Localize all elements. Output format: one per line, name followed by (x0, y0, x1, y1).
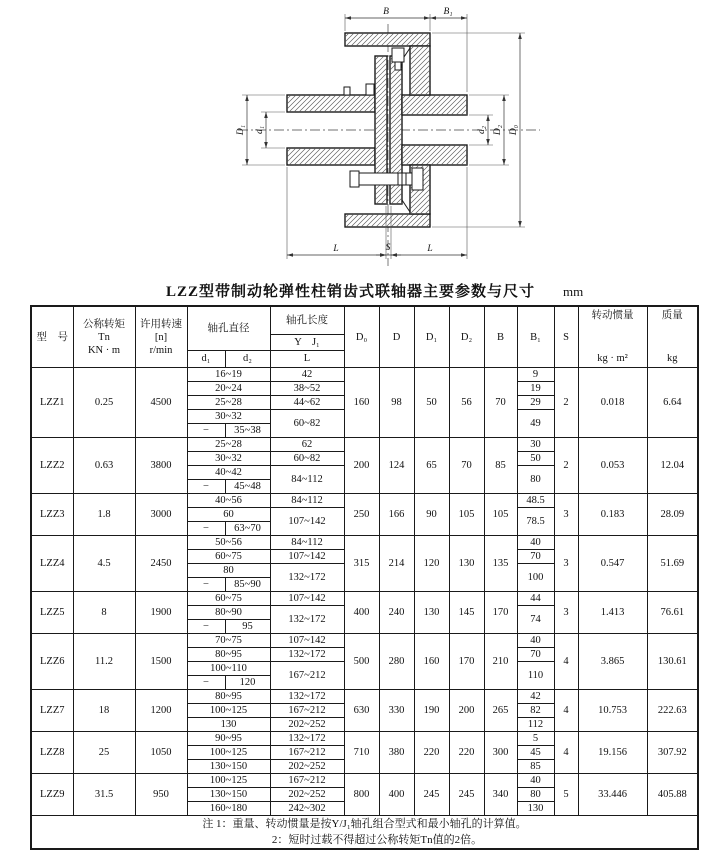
mass-cell: 28.09 (647, 494, 698, 536)
table-row (31, 732, 698, 746)
bore-dia-d2-cell: 85~90 (225, 578, 270, 592)
bore-dia-cell: 50~56 (187, 536, 270, 550)
b1-cell: 44 (517, 592, 554, 606)
parameters-table (30, 305, 699, 850)
bore-length-cell: 107~142 (270, 508, 344, 536)
d1-cell: 90 (414, 494, 449, 536)
header-torque (73, 306, 135, 368)
b1-cell: 110 (517, 662, 554, 690)
dim-label-b: B (383, 7, 389, 17)
d2-cell: 70 (449, 438, 484, 494)
bore-length-cell: 44~62 (270, 396, 344, 410)
bore-dia-d2-cell: 95 (225, 620, 270, 634)
header-inertia-line2: kg · m² (597, 353, 628, 364)
b-cell: 170 (484, 592, 517, 634)
torque-cell: 0.63 (73, 438, 135, 494)
b1-cell: 85 (517, 760, 554, 774)
d2-cell: 200 (449, 690, 484, 732)
bore-length-cell: 38~52 (270, 382, 344, 396)
table-row (31, 592, 698, 606)
b-cell: 70 (484, 368, 517, 438)
header-D: D (379, 306, 414, 368)
inertia-cell: 0.053 (578, 438, 647, 494)
note-2: 2：短时过载不得超过公称转矩Tn值的2倍。 (271, 834, 483, 846)
speed-cell: 2450 (135, 536, 187, 592)
d2-cell: 245 (449, 774, 484, 816)
mass-cell: 405.88 (647, 774, 698, 816)
table-row (31, 368, 698, 382)
bore-dia-d2-cell: 45~48 (225, 480, 270, 494)
torque-cell: 1.8 (73, 494, 135, 536)
d0-cell: 200 (344, 438, 379, 494)
inertia-cell: 0.018 (578, 368, 647, 438)
s-cell: 4 (554, 732, 578, 774)
bore-length-cell: 84~112 (270, 466, 344, 494)
model-cell: LZZ6 (31, 634, 73, 690)
d-cell: 400 (379, 774, 414, 816)
inertia-cell: 1.413 (578, 592, 647, 634)
speed-cell: 3800 (135, 438, 187, 494)
bore-length-cell: 242~302 (270, 802, 344, 816)
model-cell: LZZ1 (31, 368, 73, 438)
model-cell: LZZ4 (31, 536, 73, 592)
bore-dia-cell: 80 (187, 564, 270, 578)
bore-length-cell: 84~112 (270, 494, 344, 508)
d1-cell: 190 (414, 690, 449, 732)
header-D2: D₂ (449, 306, 484, 368)
header-D0: D₀ (344, 306, 379, 368)
d0-cell: 250 (344, 494, 379, 536)
b1-cell: 130 (517, 802, 554, 816)
bore-dia-cell: 30~32 (187, 452, 270, 466)
speed-cell: 1900 (135, 592, 187, 634)
mass-cell: 76.61 (647, 592, 698, 634)
b1-cell: 5 (517, 732, 554, 746)
header-speed (135, 306, 187, 368)
b1-cell: 70 (517, 648, 554, 662)
bore-dia-cell: 40~56 (187, 494, 270, 508)
dim-label-s: S (385, 243, 391, 253)
bore-dia-cell: 80~90 (187, 606, 270, 620)
b1-cell: 80 (517, 466, 554, 494)
header-d1: d₁ (187, 350, 225, 367)
bore-dia-d2-cell: 120 (225, 676, 270, 690)
notes-cell (31, 816, 698, 850)
header-bore-diameter: 轴孔直径 (187, 306, 270, 350)
bore-dia-d1-cell: − (187, 578, 225, 592)
note-1: 注 1：重量、转动惯量是按Y/J₁轴孔组合型式和最小轴孔的计算值。 (202, 818, 527, 830)
model-cell: LZZ3 (31, 494, 73, 536)
table-row (31, 438, 698, 452)
header-mass-line1: 质量 (661, 310, 683, 321)
d-cell: 240 (379, 592, 414, 634)
d2-cell: 220 (449, 732, 484, 774)
bore-length-cell: 202~252 (270, 760, 344, 774)
dim-label-d1: d₁ (255, 125, 265, 135)
d1-cell: 65 (414, 438, 449, 494)
d-cell: 214 (379, 536, 414, 592)
b1-cell: 82 (517, 704, 554, 718)
table-row (31, 634, 698, 648)
bore-dia-cell: 40~42 (187, 466, 270, 480)
dim-label-D0: D₀ (509, 124, 519, 136)
header-B1: B₁ (517, 306, 554, 368)
inertia-cell: 0.183 (578, 494, 647, 536)
header-d2: d₂ (225, 350, 270, 367)
header-torque-line3: KN · m (87, 344, 121, 356)
bore-length-cell: 42 (270, 368, 344, 382)
model-cell: LZZ8 (31, 732, 73, 774)
inertia-cell: 33.446 (578, 774, 647, 816)
title-row (0, 280, 726, 301)
bore-length-cell: 84~112 (270, 536, 344, 550)
dim-label-l-left: L (333, 244, 339, 254)
d1-cell: 220 (414, 732, 449, 774)
mass-cell: 12.04 (647, 438, 698, 494)
s-cell: 3 (554, 592, 578, 634)
b1-cell: 45 (517, 746, 554, 760)
header-torque-line1: 公称转矩 (83, 318, 125, 330)
bore-dia-cell: 100~125 (187, 746, 270, 760)
dim-label-D1: D₁ (236, 124, 246, 136)
b-cell: 85 (484, 438, 517, 494)
unit-label: mm (563, 284, 584, 299)
mass-cell: 51.69 (647, 536, 698, 592)
d-cell: 98 (379, 368, 414, 438)
bore-dia-d1-cell: − (187, 522, 225, 536)
b1-cell: 49 (517, 410, 554, 438)
torque-cell: 4.5 (73, 536, 135, 592)
b1-cell: 42 (517, 690, 554, 704)
b1-cell: 100 (517, 564, 554, 592)
header-speed-line2: [n] (154, 331, 168, 343)
bore-dia-d2-cell: 63~70 (225, 522, 270, 536)
bore-length-cell: 167~212 (270, 704, 344, 718)
model-cell: LZZ2 (31, 438, 73, 494)
b-cell: 210 (484, 634, 517, 690)
bore-dia-d1-cell: − (187, 480, 225, 494)
d1-cell: 245 (414, 774, 449, 816)
b-cell: 135 (484, 536, 517, 592)
torque-cell: 18 (73, 690, 135, 732)
bore-dia-d1-cell: − (187, 424, 225, 438)
s-cell: 3 (554, 536, 578, 592)
bore-dia-cell: 80~95 (187, 648, 270, 662)
d2-cell: 145 (449, 592, 484, 634)
d1-cell: 160 (414, 634, 449, 690)
speed-cell: 4500 (135, 368, 187, 438)
table-row (31, 494, 698, 508)
mass-cell: 222.63 (647, 690, 698, 732)
d1-cell: 130 (414, 592, 449, 634)
bore-dia-cell: 30~32 (187, 410, 270, 424)
d2-cell: 130 (449, 536, 484, 592)
d0-cell: 160 (344, 368, 379, 438)
table-footer (31, 816, 698, 850)
b1-cell: 80 (517, 788, 554, 802)
header-inertia (578, 306, 647, 368)
b1-cell: 30 (517, 438, 554, 452)
b-cell: 300 (484, 732, 517, 774)
header-L: L (270, 350, 344, 367)
header-S: S (554, 306, 578, 368)
b1-cell: 19 (517, 382, 554, 396)
d0-cell: 630 (344, 690, 379, 732)
bore-dia-cell: 60~75 (187, 550, 270, 564)
header-inertia-line1: 转动惯量 (591, 310, 634, 321)
d-cell: 380 (379, 732, 414, 774)
bore-dia-cell: 60 (187, 508, 270, 522)
speed-cell: 1500 (135, 634, 187, 690)
s-cell: 4 (554, 634, 578, 690)
bore-dia-cell: 25~28 (187, 396, 270, 410)
bore-length-cell: 60~82 (270, 452, 344, 466)
b-cell: 105 (484, 494, 517, 536)
d-cell: 124 (379, 438, 414, 494)
bore-length-cell: 132~172 (270, 648, 344, 662)
centerlines (238, 24, 540, 266)
d1-cell: 50 (414, 368, 449, 438)
inertia-cell: 3.865 (578, 634, 647, 690)
d0-cell: 315 (344, 536, 379, 592)
b1-cell: 74 (517, 606, 554, 634)
bore-length-cell: 167~212 (270, 746, 344, 760)
bore-length-cell: 107~142 (270, 634, 344, 648)
b1-cell: 40 (517, 774, 554, 788)
bore-dia-cell: 20~24 (187, 382, 270, 396)
s-cell: 5 (554, 774, 578, 816)
header-speed-line3: r/min (149, 344, 173, 356)
mass-cell: 130.61 (647, 634, 698, 690)
torque-cell: 0.25 (73, 368, 135, 438)
bore-dia-cell: 70~75 (187, 634, 270, 648)
b1-cell: 40 (517, 536, 554, 550)
header-torque-line2: Tn (98, 331, 110, 343)
mass-cell: 6.64 (647, 368, 698, 438)
header-B: B (484, 306, 517, 368)
bore-length-cell: 107~142 (270, 550, 344, 564)
d0-cell: 400 (344, 592, 379, 634)
model-cell: LZZ7 (31, 690, 73, 732)
b1-cell: 29 (517, 396, 554, 410)
bore-length-cell: 107~142 (270, 592, 344, 606)
bore-length-cell: 132~172 (270, 732, 344, 746)
bore-length-cell: 202~252 (270, 788, 344, 802)
b-cell: 265 (484, 690, 517, 732)
header-speed-line1: 许用转速 (140, 318, 182, 330)
header-D1: D₁ (414, 306, 449, 368)
table-header (31, 306, 698, 368)
d0-cell: 500 (344, 634, 379, 690)
page-title: LZZ型带制动轮弹性柱销齿式联轴器主要参数与尺寸 (166, 284, 536, 300)
bore-dia-d1-cell: − (187, 620, 225, 634)
model-cell: LZZ9 (31, 774, 73, 816)
bore-dia-cell: 100~110 (187, 662, 270, 676)
s-cell: 2 (554, 368, 578, 438)
b1-cell: 78.5 (517, 508, 554, 536)
mass-cell: 307.92 (647, 732, 698, 774)
header-model: 型 号 (31, 306, 73, 368)
torque-cell: 25 (73, 732, 135, 774)
bore-dia-d2-cell: 35~38 (225, 424, 270, 438)
bore-dia-cell: 80~95 (187, 690, 270, 704)
bore-length-cell: 62 (270, 438, 344, 452)
dim-label-l-right: L (427, 244, 433, 254)
d-cell: 166 (379, 494, 414, 536)
speed-cell: 1050 (135, 732, 187, 774)
bore-length-cell: 60~82 (270, 410, 344, 438)
b1-cell: 9 (517, 368, 554, 382)
s-cell: 3 (554, 494, 578, 536)
bore-dia-cell: 130~150 (187, 760, 270, 774)
header-mass-line2: kg (667, 353, 678, 364)
table-body (31, 368, 698, 816)
table-row (31, 774, 698, 788)
d2-cell: 105 (449, 494, 484, 536)
d2-cell: 170 (449, 634, 484, 690)
bore-dia-d1-cell: − (187, 676, 225, 690)
speed-cell: 950 (135, 774, 187, 816)
inertia-cell: 0.547 (578, 536, 647, 592)
d2-cell: 56 (449, 368, 484, 438)
bore-dia-cell: 25~28 (187, 438, 270, 452)
dim-label-d2: d₂ (477, 125, 487, 135)
torque-cell: 11.2 (73, 634, 135, 690)
speed-cell: 3000 (135, 494, 187, 536)
bore-dia-cell: 130 (187, 718, 270, 732)
inertia-cell: 10.753 (578, 690, 647, 732)
bore-dia-cell: 100~125 (187, 704, 270, 718)
bore-dia-cell: 160~180 (187, 802, 270, 816)
bore-dia-cell: 16~19 (187, 368, 270, 382)
header-yj1: Y J₁ (270, 335, 344, 350)
d0-cell: 800 (344, 774, 379, 816)
s-cell: 2 (554, 438, 578, 494)
d1-cell: 120 (414, 536, 449, 592)
inertia-cell: 19.156 (578, 732, 647, 774)
torque-cell: 8 (73, 592, 135, 634)
d-cell: 330 (379, 690, 414, 732)
bore-dia-cell: 100~125 (187, 774, 270, 788)
header-bore-length: 轴孔长度 (270, 306, 344, 335)
bore-dia-cell: 60~75 (187, 592, 270, 606)
b1-cell: 48.5 (517, 494, 554, 508)
table-row (31, 536, 698, 550)
d-cell: 280 (379, 634, 414, 690)
d0-cell: 710 (344, 732, 379, 774)
b1-cell: 112 (517, 718, 554, 732)
coupling-section-drawing (0, 0, 726, 278)
b1-cell: 50 (517, 452, 554, 466)
b1-cell: 70 (517, 550, 554, 564)
b1-cell: 40 (517, 634, 554, 648)
b-cell: 340 (484, 774, 517, 816)
dim-label-b1: B₁ (443, 7, 453, 17)
bore-length-cell: 132~172 (270, 564, 344, 592)
speed-cell: 1200 (135, 690, 187, 732)
torque-cell: 31.5 (73, 774, 135, 816)
bore-dia-cell: 90~95 (187, 732, 270, 746)
bore-length-cell: 167~212 (270, 774, 344, 788)
bore-length-cell: 167~212 (270, 662, 344, 690)
bore-length-cell: 132~172 (270, 606, 344, 634)
table-row (31, 690, 698, 704)
model-cell: LZZ5 (31, 592, 73, 634)
s-cell: 4 (554, 690, 578, 732)
dim-label-D2: D₂ (493, 124, 503, 136)
header-mass (647, 306, 698, 368)
bore-length-cell: 202~252 (270, 718, 344, 732)
bore-dia-cell: 130~150 (187, 788, 270, 802)
bore-length-cell: 132~172 (270, 690, 344, 704)
